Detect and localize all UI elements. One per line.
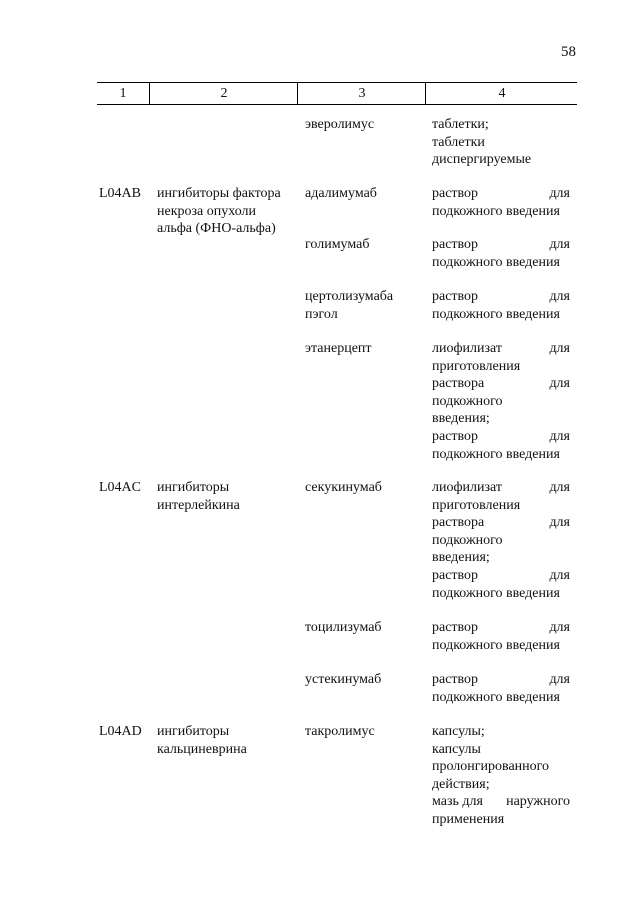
drug-name-line: этанерцепт — [305, 341, 372, 356]
dosage-form-line: пролонгированного — [432, 759, 550, 775]
group-name-line: ингибиторы — [157, 724, 230, 739]
drug-name-line: адалимумаб — [305, 186, 377, 201]
dosage-form-line: подкожного введения — [432, 637, 560, 653]
group-name-line: кальциневрина — [157, 741, 247, 757]
dosage-form-line: действия; — [432, 776, 490, 792]
atc-code: L04AC — [99, 480, 141, 495]
dosage-form-word: для — [549, 237, 570, 252]
header-col-4: 4 — [425, 83, 578, 104]
dosage-form-line: приготовления — [432, 358, 521, 374]
dosage-form-word: лиофилизат — [432, 341, 503, 356]
group-name-line: некроза опухоли — [157, 203, 257, 219]
dosage-form-line — [432, 428, 570, 446]
dosage-form-line: подкожного введения — [432, 254, 560, 270]
dosage-form-line: подкожного — [432, 532, 503, 548]
drug-name-line: голимумаб — [305, 237, 370, 252]
drug-name-line: пэгол — [305, 306, 338, 322]
dosage-form-line: подкожного введения — [432, 689, 560, 705]
dosage-form-word: для — [549, 376, 570, 392]
group-name-line: альфа (ФНО-альфа) — [157, 221, 276, 237]
header-col-3: 3 — [297, 83, 426, 104]
dosage-form-line — [432, 793, 570, 811]
dosage-form-line: введения; — [432, 550, 490, 566]
dosage-form-line — [432, 236, 570, 254]
dosage-form-line: подкожного введения — [432, 203, 560, 219]
dosage-form-line — [432, 514, 570, 532]
group-name-line: интерлейкина — [157, 497, 240, 513]
dosage-form-word: раствора — [432, 515, 485, 531]
drug-name-line: такролимус — [305, 724, 375, 739]
atc-code: L04AD — [99, 724, 142, 739]
dosage-form-line — [432, 185, 570, 203]
dosage-form-line: таблетки — [432, 134, 485, 150]
drug-name-line: цертолизумаба — [305, 289, 394, 304]
page-number: 58 — [561, 44, 576, 60]
dosage-form-word: раствор — [432, 237, 479, 252]
dosage-form-line: капсулы — [432, 741, 481, 757]
dosage-form-line: применения — [432, 812, 505, 827]
dosage-form-line — [432, 671, 570, 689]
atc-code: L04AB — [99, 186, 141, 201]
dosage-form-word: для — [549, 620, 570, 635]
dosage-form-line: подкожного — [432, 393, 503, 409]
dosage-form-line — [432, 340, 570, 358]
dosage-form-word: раствор — [432, 568, 479, 583]
dosage-form-word: мазь для — [432, 794, 483, 810]
dosage-form-line: приготовления — [432, 497, 521, 513]
dosage-form-word: раствор — [432, 620, 479, 635]
drug-name-line: эверолимус — [305, 117, 375, 132]
group-name-line: ингибиторы — [157, 480, 230, 495]
drug-name-line: устекинумаб — [305, 672, 382, 687]
header-col-2: 2 — [149, 83, 298, 104]
dosage-form-word: для — [549, 186, 570, 201]
drug-name-line: секукинумаб — [305, 480, 382, 495]
group-name-line: ингибиторы фактора — [157, 186, 281, 201]
header-col-1: 1 — [119, 86, 127, 101]
dosage-form-word: раствор — [432, 672, 479, 687]
dosage-form-word: для — [549, 429, 570, 444]
dosage-form-word: для — [549, 515, 570, 531]
dosage-form-word: раствор — [432, 289, 479, 304]
dosage-form-word: лиофилизат — [432, 480, 503, 495]
dosage-form-line: подкожного введения — [432, 446, 560, 462]
dosage-form-line — [432, 375, 570, 393]
drug-name-line: тоцилизумаб — [305, 620, 382, 635]
dosage-form-line: таблетки; — [432, 117, 489, 132]
dosage-form-word: раствора — [432, 376, 485, 392]
dosage-form-word: для — [549, 672, 570, 687]
dosage-form-line — [432, 619, 570, 637]
dosage-form-word: раствор — [432, 429, 479, 444]
dosage-form-line: подкожного введения — [432, 306, 560, 322]
dosage-form-line: введения; — [432, 411, 490, 427]
dosage-form-word: раствор — [432, 186, 479, 201]
dosage-form-word: для — [549, 568, 570, 583]
dosage-form-word: наружного — [506, 794, 570, 810]
dosage-form-line — [432, 479, 570, 497]
table-header — [97, 82, 577, 105]
dosage-form-line: капсулы; — [432, 724, 485, 739]
dosage-form-line: диспергируемые — [432, 152, 532, 168]
dosage-form-word: для — [549, 289, 570, 304]
dosage-form-word: для — [549, 341, 570, 356]
dosage-form-line — [432, 567, 570, 585]
dosage-form-line — [432, 288, 570, 306]
dosage-form-line: подкожного введения — [432, 585, 560, 601]
dosage-form-word: для — [549, 480, 570, 495]
